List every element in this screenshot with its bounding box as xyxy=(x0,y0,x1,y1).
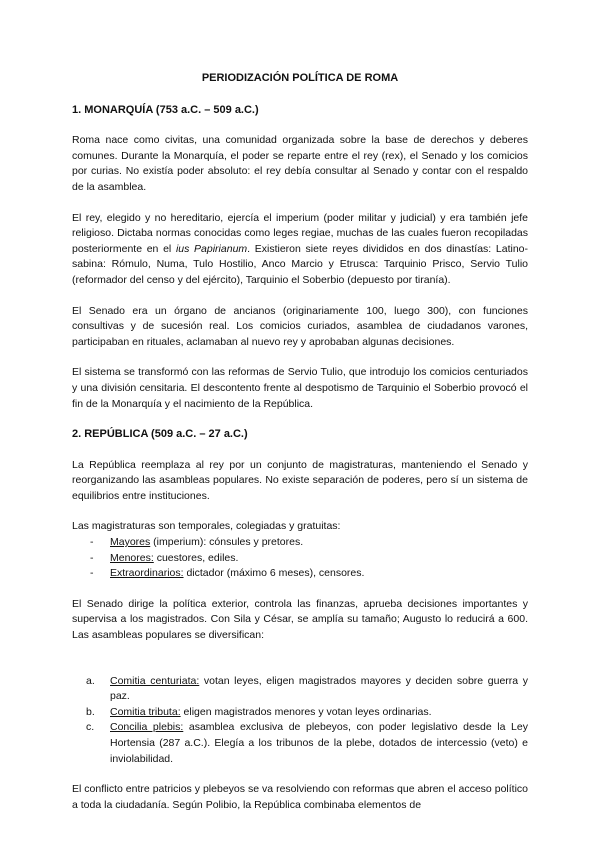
paragraph-monarquia-intro: Roma nace como civitas, una comunidad organizada sobre la base de derechos y deberes comunes. Durante la Monarquía, el poder se reparte entre el rey (rex), el Senado y los comicios por curias. No existía poder absoluto: el rey debía consultar al Senado y contar con el respaldo de la asamblea. xyxy=(72,134,528,193)
list-marker: b. xyxy=(86,705,95,718)
list-dash: - xyxy=(90,536,94,549)
paragraph-conflicto: El conflicto entre patricios y plebeyos se va resolviendo con reformas que abren el acceso político a toda la ciudadanía. Según Polibio, la República combinaba elementos de xyxy=(72,783,528,811)
section-heading-republica: 2. REPÚBLICA (509 a.C. – 27 a.C.) xyxy=(72,428,248,441)
list-item-term: Mayores xyxy=(110,536,151,549)
list-item-term: Comitia tributa: xyxy=(110,705,181,718)
magistraturas-list xyxy=(72,535,528,582)
list-item-text: votan leyes, eligen magistrados mayores y deciden sobre guerra y paz. xyxy=(110,674,528,703)
list-item-term: Extraordinarios: xyxy=(110,567,184,580)
list-item xyxy=(72,720,528,767)
paragraph-rey-text-after: . Existieron siete reyes divididos en dos dinastías: Latino-sabina: Rómulo, Numa, Tulo Hostilio, Anco Marcio y Etrusca: Tarquinio Prisco, Servio Tulio (reformador del censo y del ejército), Tarquinio el Soberbio (depuesto por tiranía). xyxy=(72,242,528,286)
list-item xyxy=(72,566,528,582)
paragraph-republica-intro: La República reemplaza al rey por un conjunto de magistraturas, manteniendo el Senado y reorganizando las asambleas populares. No existe separación de poderes, pero sí un sistema de equilibrios entre instituciones. xyxy=(72,458,528,502)
section-heading-monarquia: 1. MONARQUÍA (753 a.C. – 509 a.C.) xyxy=(72,103,259,116)
list-item-text: (imperium): cónsules y pretores. xyxy=(150,536,304,549)
list-item-text: eligen magistrados menores y votan leyes ordinarias. xyxy=(180,705,432,718)
list-item-term: Concilia plebis: xyxy=(110,721,184,734)
list-item xyxy=(72,551,528,567)
list-marker: c. xyxy=(86,721,95,734)
list-item-text: dictador (máximo 6 meses), censores. xyxy=(183,567,365,580)
list-item xyxy=(72,705,528,721)
document-title: PERIODIZACIÓN POLÍTICA DE ROMA xyxy=(201,72,399,84)
paragraph-rey-text-before: El rey, elegido y no hereditario, ejercía el imperium (poder militar y judicial) y era también jefe religioso. Dictaba normas conocidas como leges regiae, muchas de las cuales fueron recopiladas posteriormente en el xyxy=(72,211,528,255)
list-item xyxy=(72,674,528,705)
asambleas-list xyxy=(72,674,528,768)
list-dash: - xyxy=(90,551,94,564)
paragraph-rey xyxy=(72,211,528,289)
paragraph-servio-tulio: El sistema se transformó con las reformas de Servio Tulio, que introdujo los comicios centuriados y una división censitaria. El descontento frente al despotismo de Tarquinio el Soberbio provocó el fin de la Monarquía y el nacimiento de la República. xyxy=(72,366,528,410)
list-marker: a. xyxy=(86,674,95,687)
ius-papirianum-term: ius Papirianum xyxy=(175,242,248,255)
list-item-term: Menores: xyxy=(110,551,154,564)
paragraph-senado-republica: El Senado dirige la política exterior, controla las finanzas, aprueba decisiones importantes y supervisa a los magistrados. Con Sila y César, se amplía su tamaño; Augusto lo reducirá a 600. Las asambleas populares se diversifican: xyxy=(72,597,528,642)
list-dash: - xyxy=(90,567,94,580)
list-item-term: Comitia centuriata: xyxy=(110,674,200,687)
list-item-text: asamblea exclusiva de plebeyos, con poder legislativo desde la Ley Hortensia (287 a.C.). Elegía a los tribunos de la plebe, dotados de intercessio (veto) e inviolabilidad. xyxy=(110,721,528,765)
spacer xyxy=(72,659,528,674)
paragraph-senado-monarquia: El Senado era un órgano de ancianos (originariamente 100, luego 300), con funciones consultivas y de sucesión real. Los comicios curiados, asamblea de ciudadanos varones, participaban en rituales, aclamaban al nuevo rey y aprobaban algunas decisiones. xyxy=(72,304,528,348)
magistraturas-intro: Las magistraturas son temporales, colegiadas y gratuitas: xyxy=(72,520,341,533)
list-item xyxy=(72,535,528,551)
list-item-text: cuestores, ediles. xyxy=(153,551,239,564)
